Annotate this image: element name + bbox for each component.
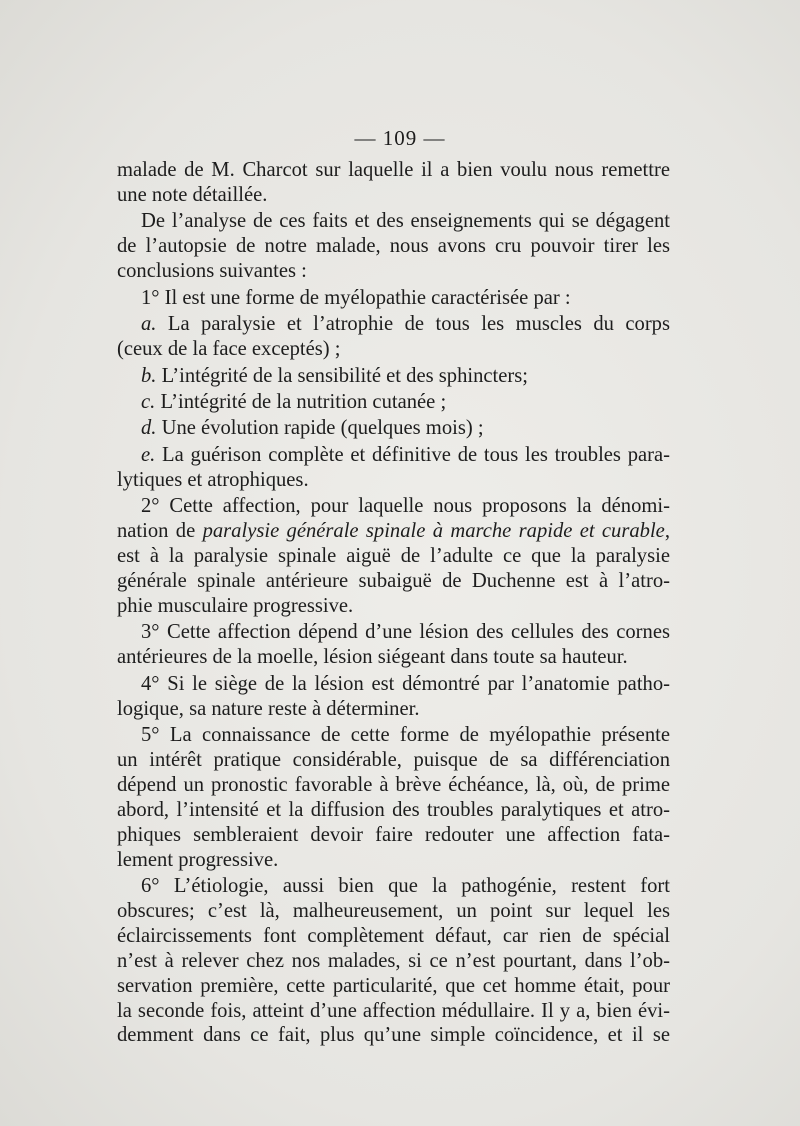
text-run: une note détaillée. xyxy=(117,183,268,206)
text-line xyxy=(117,823,670,848)
text-line xyxy=(117,569,670,594)
text-run: La guérison complète et définitive de tous les troubles para- xyxy=(155,443,670,466)
text-line xyxy=(117,312,670,337)
text-run: L’intégrité de la nutrition cutanée ; xyxy=(155,390,447,413)
text-line xyxy=(117,364,670,389)
text-run: lytiques et atrophiques. xyxy=(117,468,309,491)
text-line xyxy=(117,874,670,899)
text-run: logique, sa nature reste à déterminer. xyxy=(117,697,420,720)
text-line xyxy=(117,337,670,362)
text-run: antérieures de la moelle, lésion siégeant dans toute sa hauteur. xyxy=(117,646,628,669)
text-line xyxy=(117,645,670,670)
text-line xyxy=(117,773,670,798)
italic-text: d. xyxy=(141,417,157,440)
text-line xyxy=(117,259,670,284)
text-run: abord, l’intensité et la diffusion des troubles paralytiques et atro- xyxy=(117,798,670,821)
text-line xyxy=(117,544,670,569)
text-run: 6° L’étiologie, aussi bien que la pathogénie, restent fort xyxy=(141,875,670,898)
text-line xyxy=(117,158,670,183)
text-line xyxy=(117,519,670,544)
text-line xyxy=(117,697,670,722)
text-run: de l’autopsie de notre malade, nous avons cru pouvoir tirer les xyxy=(117,235,670,258)
text-run: phiques sembleraient devoir faire redouter une affection fata- xyxy=(117,823,670,846)
text-run: Une évolution rapide (quelques mois) ; xyxy=(156,417,484,440)
text-run: 2° Cette affection, pour laquelle nous proposons la dénomi- xyxy=(141,495,670,518)
text-line xyxy=(117,286,670,311)
text-line xyxy=(117,494,670,519)
text-line xyxy=(117,974,670,999)
text-run: 5° La connaissance de cette forme de myélopathie présente xyxy=(141,724,670,747)
text-line xyxy=(117,949,670,974)
text-run: lement progressive. xyxy=(117,848,279,871)
text-run: la seconde fois, atteint d’une affection médullaire. Il y a, bien évi- xyxy=(117,999,670,1022)
text-run: est à la paralysie spinale aiguë de l’adulte ce que la paralysie xyxy=(117,545,670,568)
text-line xyxy=(117,443,670,468)
text-line xyxy=(117,999,670,1024)
italic-text: e. xyxy=(141,443,156,466)
italic-text: paralysie générale spinale à marche rapide et curable xyxy=(202,520,665,543)
body-text xyxy=(117,158,670,1048)
text-line xyxy=(117,620,670,645)
text-run: n’est à relever chez nos malades, si ce n’est pourtant, dans l’ob- xyxy=(117,949,670,972)
text-line xyxy=(117,798,670,823)
text-run: (ceux de la face exceptés) ; xyxy=(117,338,341,361)
text-run: La paralysie et l’atrophie de tous les muscles du corps xyxy=(156,313,670,336)
text-line xyxy=(117,234,670,259)
text-line xyxy=(117,748,670,773)
italic-text: b. xyxy=(141,364,157,387)
text-line xyxy=(117,209,670,234)
italic-text: c. xyxy=(141,390,156,413)
text-run: , xyxy=(664,520,670,543)
text-run: L’intégrité de la sensibilité et des sphincters; xyxy=(156,364,529,387)
text-line xyxy=(117,848,670,873)
text-run: dépend un pronostic favorable à brève échéance, là, où, de prime xyxy=(117,773,670,796)
text-run: éclaircissements font complètement défaut, car rien de spécial xyxy=(117,924,670,947)
text-run: phie musculaire progressive. xyxy=(117,594,354,617)
text-run: générale spinale antérieure subaiguë de Duchenne est à l’atro- xyxy=(117,570,670,592)
text-run: un intérêt pratique considérable, puisque de sa différenciation xyxy=(117,749,670,772)
text-run: servation première, cette particularité, que cet homme était, pour xyxy=(117,974,670,997)
text-line xyxy=(117,183,670,208)
text-run: obscures; c’est là, malheureusement, un point sur lequel les xyxy=(117,899,670,922)
text-line xyxy=(117,416,670,441)
page-number: — 109 — xyxy=(354,126,446,150)
text-run: malade de M. Charcot sur laquelle il a bien voulu nous remettre xyxy=(117,159,670,181)
italic-text: a. xyxy=(141,313,157,336)
text-line xyxy=(117,672,670,697)
text-run: nation de xyxy=(117,520,203,543)
text-line xyxy=(117,1023,670,1048)
text-line xyxy=(117,924,670,949)
text-line xyxy=(117,390,670,415)
text-run: 3° Cette affection dépend d’une lésion des cellules des cornes xyxy=(141,621,670,644)
text-run: conclusions suivantes : xyxy=(117,260,307,283)
text-run: demment dans ce fait, plus qu’une simple coïncidence, et il se xyxy=(117,1024,670,1047)
text-run: De l’analyse de ces faits et des enseignements qui se dégagent xyxy=(141,210,670,233)
text-line xyxy=(117,899,670,924)
text-line xyxy=(117,468,670,493)
text-line xyxy=(117,594,670,619)
text-line xyxy=(117,723,670,748)
text-run: 1° Il est une forme de myélopathie caractérisée par : xyxy=(141,286,571,309)
text-run: 4° Si le siège de la lésion est démontré par l’anatomie patho- xyxy=(141,672,670,695)
